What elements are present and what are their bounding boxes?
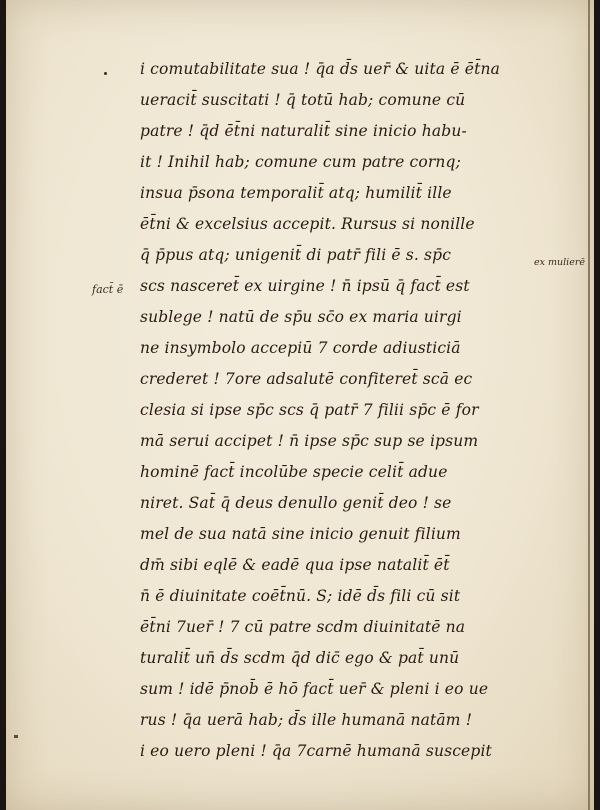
text-line: it ! Inihil hab; comune cum patre cornq; <box>140 153 461 171</box>
text-line: clesia si ipse sp̄c scs q̄ patr̄ 7 filii sp̄c ē for <box>140 401 479 419</box>
text-line: i comutabilitate sua ! q̄a d̄s uer̄ & uita ē ēt̄na <box>140 60 500 78</box>
text-line: patre ! q̄d ēt̄ni naturalit̄ sine inicio habu- <box>140 122 467 140</box>
text-line: mā serui accipet ! n̄ ipse sp̄c sup se ipsum <box>140 432 479 450</box>
text-line: scs nasceret̄ ex uirgine ! n̄ ipsū q̄ fact̄ est <box>140 277 470 295</box>
text-line: ēt̄ni 7uer̄ ! 7 cū patre scdm diuinitatē na <box>140 618 466 636</box>
edge-mark <box>14 735 18 738</box>
page-edge <box>588 0 590 810</box>
text-line: ne insymbolo accepiū 7 corde adiusticiā <box>140 339 461 357</box>
text-line: turalit̄ un̄ d̄s scdm q̄d dic̄ ego & pat̄ unū <box>140 649 460 667</box>
text-line: hominē fact̄ incolūbe specie celit̄ adue <box>140 463 448 481</box>
text-line: ēt̄ni & excelsius accepit. Rursus si nonille <box>140 215 475 233</box>
text-line: mel de sua natā sine inicio genuit filium <box>140 525 461 543</box>
text-line: niret. Sat̄ q̄ deus denullo genit̄ deo ! se <box>140 494 452 512</box>
text-line: sum ! idē p̄nob̄ ē hō fact̄ uer̄ & pleni i eo ue <box>140 680 489 698</box>
text-line: rus ! q̄a uerā hab; d̄s ille humanā natām ! <box>140 711 473 729</box>
text-line: crederet ! 7ore adsalutē confiteret̄ scā ec <box>140 370 473 388</box>
text-line: n̄ ē diuinitate coēt̄nū. S; idē d̄s fili cū sit <box>140 587 461 605</box>
manuscript-page <box>6 0 594 810</box>
margin-gloss-left: fact̄ ē <box>92 283 124 296</box>
margin-gloss-right: ex mulierē <box>534 257 585 268</box>
text-line: i eo uero pleni ! q̄a 7carnē humanā suscepit <box>140 742 492 760</box>
text-line: dm̄ sibi eqlē & eadē qua ipse natalit̄ ēt̄ <box>140 556 450 574</box>
text-line: q̄ p̄pus atq; unigenit̄ di patr̄ fili ē s. sp̄c <box>140 246 452 264</box>
text-line: ueracit̄ suscitati ! q̄ totū hab; comune cū <box>140 91 466 109</box>
text-column <box>140 54 570 767</box>
text-line: insua p̄sona temporalit̄ atq; humilit̄ ille <box>140 184 452 202</box>
margin-dot <box>104 72 107 75</box>
text-line: sublege ! natū de sp̄u sc̄o ex maria uirgi <box>140 308 462 326</box>
